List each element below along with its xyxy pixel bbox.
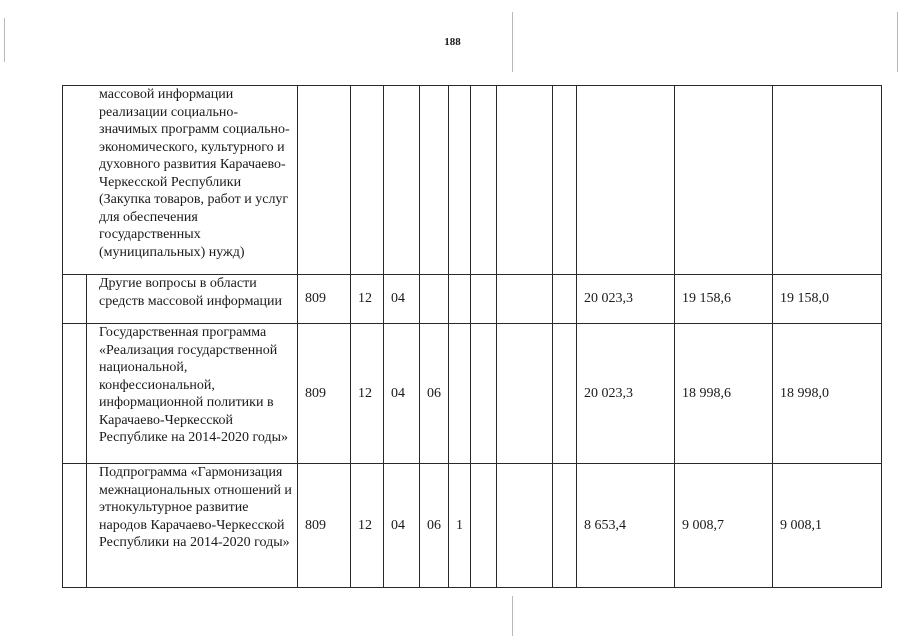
row-description: Подпрограмма «Гармонизация межнациональных отношений и этнокультурное развитие народов Карачаево-Черкесской Республики на 2014-2020 годы» xyxy=(87,464,298,588)
amount-3: 19 158,0 xyxy=(773,275,882,324)
ministry-code: 809 xyxy=(298,464,351,588)
amount-1 xyxy=(577,86,675,275)
row-description: Другие вопросы в области средств массовой информации xyxy=(87,275,298,324)
amount-1: 20 023,3 xyxy=(577,324,675,464)
empty-cell xyxy=(553,464,577,588)
table-row xyxy=(63,86,882,275)
amount-2: 18 998,6 xyxy=(675,324,773,464)
amount-2: 9 008,7 xyxy=(675,464,773,588)
program-code xyxy=(420,86,449,275)
amount-3 xyxy=(773,86,882,275)
empty-cell xyxy=(497,275,553,324)
subsection-code xyxy=(384,86,420,275)
amount-3: 18 998,0 xyxy=(773,324,882,464)
empty-cell xyxy=(471,275,497,324)
empty-cell xyxy=(553,86,577,275)
amount-3: 9 008,1 xyxy=(773,464,882,588)
amount-2 xyxy=(675,86,773,275)
program-code: 06 xyxy=(420,464,449,588)
section-code xyxy=(351,86,384,275)
ministry-code: 809 xyxy=(298,275,351,324)
subprogram-code xyxy=(449,86,471,275)
amount-2: 19 158,6 xyxy=(675,275,773,324)
empty-cell xyxy=(471,86,497,275)
empty-cell xyxy=(63,275,87,324)
amount-1: 8 653,4 xyxy=(577,464,675,588)
program-code xyxy=(420,275,449,324)
subprogram-code xyxy=(449,324,471,464)
program-code: 06 xyxy=(420,324,449,464)
empty-cell xyxy=(497,324,553,464)
row-description: массовой информации реализации социально-значимых программ социально-экономического, культурного и духовного развития Карачаево-Черкесской Республики (Закупка товаров, работ и услуг для обеспечения государственных (муниципальных) нужд) xyxy=(63,86,298,275)
section-code: 12 xyxy=(351,275,384,324)
table-row xyxy=(63,464,882,588)
subsection-code: 04 xyxy=(384,275,420,324)
empty-cell xyxy=(471,464,497,588)
empty-cell xyxy=(553,324,577,464)
page-number: 188 xyxy=(444,36,461,48)
empty-cell xyxy=(497,464,553,588)
empty-cell xyxy=(63,324,87,464)
subsection-code: 04 xyxy=(384,464,420,588)
subprogram-code: 1 xyxy=(449,464,471,588)
section-code: 12 xyxy=(351,324,384,464)
amount-1: 20 023,3 xyxy=(577,275,675,324)
table-row xyxy=(63,275,882,324)
table-row xyxy=(63,324,882,464)
row-description: Государственная программа «Реализация государственной национальной, конфессиональной, информационной политики в Карачаево-Черкесской Республике на 2014-2020 годы» xyxy=(87,324,298,464)
empty-cell xyxy=(553,275,577,324)
subsection-code: 04 xyxy=(384,324,420,464)
empty-cell xyxy=(471,324,497,464)
section-code: 12 xyxy=(351,464,384,588)
ministry-code xyxy=(298,86,351,275)
empty-cell xyxy=(497,86,553,275)
scan-fold-line-bottom xyxy=(512,596,513,636)
empty-cell xyxy=(63,464,87,588)
ministry-code: 809 xyxy=(298,324,351,464)
budget-table xyxy=(62,85,882,588)
subprogram-code xyxy=(449,275,471,324)
